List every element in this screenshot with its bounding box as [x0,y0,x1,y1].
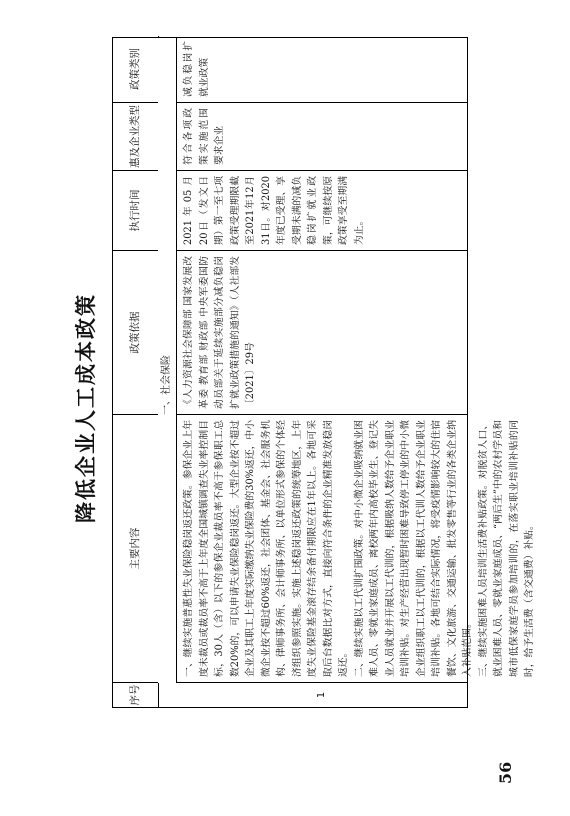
content-header: 主要内容 [113,415,159,682]
content-cell [177,415,535,682]
policy-type-cell: 减负稳岗扩就业政策 [183,41,210,97]
enterprise-type-cell: 符合各项政策实施范围要求企业 [183,108,225,165]
basis-cell: 《人力资源社会保障部 国家发展改革委 教育部 财政部 中央军委国防动员部关于延续实施部分减负稳岗扩就业政策措施的通知》（人社部发〔2021〕29号 [183,256,256,409]
period-cell: 2021年05月20日（发文日期）第一至七项政策受理期限截至2021年12月31日。对2020年度已受理、享受期未满的减负稳岗扩就业政策，可继续按原政策享受至期满为止。 [183,176,365,245]
enterprise-type-header: 惠及企业类型 [113,103,159,170]
policy-type-header: 政策类别 [113,36,159,102]
content-paragraph-2: 二、继续实施以工代训扩围政策。对中小微企业吸纳就业困难人员、零就业家庭成员、离校两年内高校毕业生、登记失业人员就业并开展以工代训的，根据吸纳人数给予企业职业培训补贴。对生产经营出现暂时困难导致停工停业的中小微企业组织职工以工代训的，根据以工代训人数给予企业职业培训补贴。各地可结合实际情况，将受疫情影响较大的住宿餐饮、文化旅游、交通运输、批发零售等行业的各类企业纳入补贴范围。 [353,420,473,677]
basis-header: 政策依据 [113,251,159,414]
seq-header: 序号 [113,683,159,707]
seq-column [113,683,467,707]
period-header: 执行时间 [113,171,159,250]
policy-table [112,37,535,708]
page-number: 56 [496,761,515,784]
page-title: 降低企业人工成本政策 [73,293,98,523]
content-paragraph-1: 一、继续实施普惠性失业保险稳岗返还政策。参保企业上年度未裁员或裁员率不高于上年度全国城镇调查失业率控制目标，30人（含）以下的参保企业裁员率不高于参保职工总数20%的，可以申请失业保险稳岗返还。大型企业按不超过企业及其职工上年度实际缴纳失业保险费的30%返还，中小微企业按不超过60%返还，社会团体、基金会、社会服务机构、律师事务所、会计师事务所、以单位形式参保的个体经济组织参照实施。实施上述稳岗返还政策的统筹地区，上年度失业保险基金滚存结余备付期限应在1年以上。各地可采取后台数据比对方式，直接向符合条件的企业精准发放稳岗返还。 [183,420,349,677]
section-row: 一、社会保险 [158,38,177,683]
seq-cell: 1 [316,691,328,699]
content-paragraph-3: 三、继续实施困难人员培训生活费补贴政策。对脱贫人口、就业困难人员、零就业家庭成员、“两后生”中的农村学员和城市低保家庭学员参加培训的，在落实职业培训补贴的同时，给予生活费（含交通费）补贴。 [477,420,535,677]
